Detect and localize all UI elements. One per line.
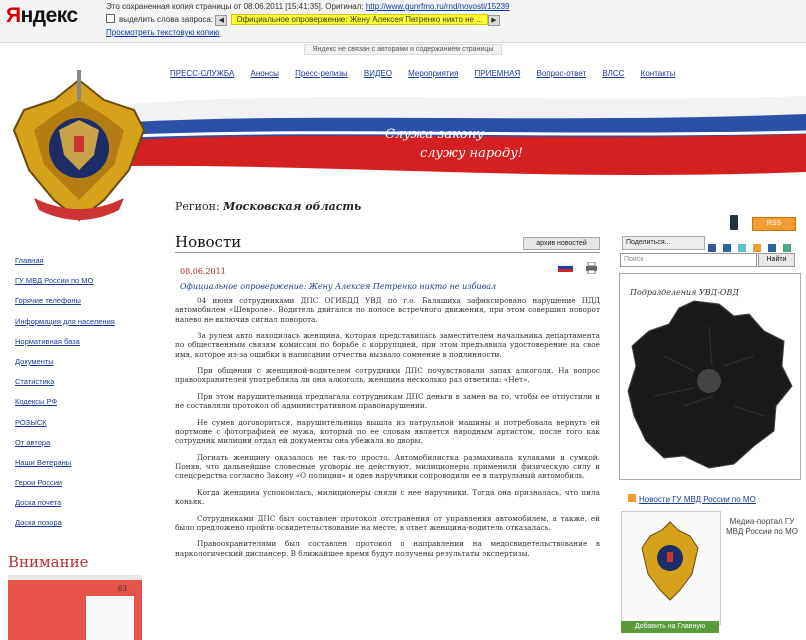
article-paragraph: Догнать женщину оказалось не так-то просто. Автомобилистка размахивала кулаками и сумкой. Поняв, что дальнейшие словесные уговоры не действуют, милиционеры применили физическую силу и спецсредства согласно Закону «О полиции» и одев наручники сопроводили ее в патрульный автомобиль. — [175, 452, 600, 481]
text-copy-link[interactable]: Просмотреть текстовую копию — [106, 28, 220, 37]
add-to-home-button[interactable]: Добавить на Главную — [621, 621, 719, 633]
highlight-checkbox[interactable] — [106, 14, 115, 23]
search-input[interactable]: Поиск — [620, 253, 757, 267]
original-url-link[interactable]: http://www.gunrfmo.ru/rnd/novosti/15239 — [365, 2, 510, 11]
odnoklassniki-icon[interactable] — [753, 244, 761, 252]
left-nav-item[interactable]: Горячие телефоны — [15, 296, 81, 306]
left-nav-item[interactable]: Доска почета — [15, 498, 62, 508]
article-paragraph: За рулем авто находилась женщина, которая представилась заместителем начальника департамента по общественным связям комиссии по борьбе с коррупцией, при этом предъявила удостоверение на свое имя, которое из-за ошибки в написании отчества вызвало сомнение в подлинности. — [175, 331, 600, 359]
left-nav-item[interactable]: Кодексы РФ — [15, 397, 58, 407]
portal-text: Медиа-портал ГУ МВД России по МО — [726, 517, 798, 536]
wanted-photo[interactable] — [86, 596, 134, 640]
article-paragraph: Сотрудниками ДПС был составлен протокол отстранения от управления автомобилем, а также, ей было предложено пройти освидетельствование на месте, в ответ женщина-водитель отказалась. — [175, 513, 600, 532]
highlight-row: выделить слова запроса: ◀ Официальное опровержение: Жену Алексея Петренко никто не ... ▶ — [106, 14, 500, 26]
slogan-line1: Служа закону - — [385, 127, 493, 142]
query-highlight[interactable]: Официальное опровержение: Жену Алексея Петренко никто не ... — [231, 14, 488, 25]
left-nav-item[interactable]: ГУ МВД России по МО — [15, 276, 94, 286]
article-paragraph: Когда женщина успокоилась, милиционеры сняли с нее наручники. Тогда она призналась, что пила коньяк. — [175, 487, 600, 507]
left-nav-item[interactable]: РОЗЫСК — [15, 417, 47, 427]
left-nav-item[interactable]: Доска позора — [15, 518, 62, 528]
emblem-icon[interactable] — [4, 70, 154, 230]
top-nav — [170, 69, 689, 78]
nav-events[interactable]: Мероприятия — [408, 69, 459, 78]
region-line: Регион: Московская область — [175, 200, 362, 213]
yandex-logo[interactable]: Яндекс — [6, 4, 78, 27]
left-nav-item[interactable]: Нормативная база — [15, 336, 80, 346]
archive-button[interactable]: архив новостей — [523, 237, 600, 250]
news-divider — [175, 252, 600, 253]
twitter-icon[interactable] — [738, 244, 746, 252]
next-arrow-icon[interactable]: ▶ — [488, 15, 500, 26]
left-nav-item[interactable]: Наши Ветераны — [15, 457, 72, 467]
article-paragraph: Не сумев договориться, нарушительница вышла из патрульной машины и потребовала вернуть ей портмоне с фотографией ее мужа, который по ее словам является народным артистом, после того как сотрудник милиции отдал ей документы она убежала во дворы. — [175, 417, 600, 446]
left-nav — [15, 256, 115, 539]
vk-icon[interactable] — [723, 244, 731, 252]
russian-flag-icon[interactable] — [558, 263, 573, 272]
left-nav-item[interactable]: Информация для населения — [15, 316, 115, 326]
article-paragraph: При общении с женщиной-водителем сотрудники ДПС почувствовали запах алкоголя. На вопрос правоохранителей употребляла ли она алкоголь, женщина несколько раз ответила: «Нет». — [175, 366, 600, 385]
livejournal-icon[interactable] — [783, 244, 791, 252]
mail-icon[interactable] — [768, 244, 776, 252]
article-paragraph: 04 июня сотрудниками ДПС ОГИБДД УВД по г.о. Балашиха зафиксировано нарушение ПДД автомобилем «Шевроле». Водитель двигался по полосе встречного движения, при этом совершил поворот налево не включив сигнал поворота. — [175, 296, 600, 324]
nav-qa[interactable]: Вопрос-ответ — [536, 69, 587, 78]
wanted-label: 63 — [118, 585, 127, 593]
article-body — [175, 296, 600, 565]
map-title: Подразделения УВД-ОВД — [630, 288, 739, 297]
nav-announcements[interactable]: Анонсы — [250, 69, 279, 78]
map-icon[interactable] — [624, 296, 794, 471]
yandex-notice: Яндекс не связан с авторами и содержанием страницы — [0, 46, 806, 53]
article-paragraph: При этом нарушительница предлагала сотрудникам ДПС деньги в замен на то, чтобы ее отпустили и не составляли протокол об административном правонарушении. — [175, 391, 600, 411]
news-title: Новости — [175, 233, 242, 251]
left-nav-item[interactable]: От автора — [15, 437, 51, 447]
nav-press-releases[interactable]: Пресс-релизы — [295, 69, 348, 78]
rss-icon[interactable]: RSS — [752, 217, 796, 231]
slogan-line2: служу народу! — [420, 146, 524, 161]
article-date: 08.06.2011 — [180, 267, 226, 276]
nav-vlss[interactable]: ВЛСС — [602, 69, 625, 78]
article-headline[interactable]: Официальное опровержение: Жену Алексея Петренко никто не избивал — [180, 282, 497, 291]
search-button[interactable]: Найти — [758, 253, 795, 267]
article-paragraph: Правоохранителями был составлен протокол о направлении на медосвидетельствование в наркологический диспансер. В ближайшее время будут получены результаты экспертизы. — [175, 539, 600, 558]
left-nav-item[interactable]: Статистика — [15, 377, 55, 387]
nav-contacts[interactable]: Контакты — [640, 69, 676, 78]
cache-info: Это сохраненная копия страницы от 08.06.2011 [15:41:35]. Оригинал: http://www.gunrfmo.ru/rnd/novosti/15239 — [106, 2, 510, 11]
facebook-icon[interactable] — [708, 244, 716, 252]
left-nav-item[interactable]: Документы — [15, 356, 54, 366]
nav-press[interactable]: ПРЕСС-СЛУЖБА — [170, 69, 235, 78]
rss-icon — [628, 494, 636, 502]
news-link[interactable]: Новости ГУ МВД России по МО — [628, 494, 756, 504]
printer-icon[interactable] — [586, 262, 597, 274]
phone-icon[interactable] — [730, 215, 738, 230]
share-button[interactable]: Поделиться... — [622, 236, 705, 250]
nav-reception[interactable]: ПРИЕМНАЯ — [474, 69, 521, 78]
portal-emblem-icon — [638, 518, 702, 610]
prev-arrow-icon[interactable]: ◀ — [215, 15, 227, 26]
left-nav-item[interactable]: Главная — [15, 256, 44, 265]
nav-video[interactable]: ВИДЕО — [363, 69, 392, 78]
left-nav-item[interactable]: Герои России — [15, 478, 63, 488]
wanted-title: Внимание — [8, 553, 89, 571]
